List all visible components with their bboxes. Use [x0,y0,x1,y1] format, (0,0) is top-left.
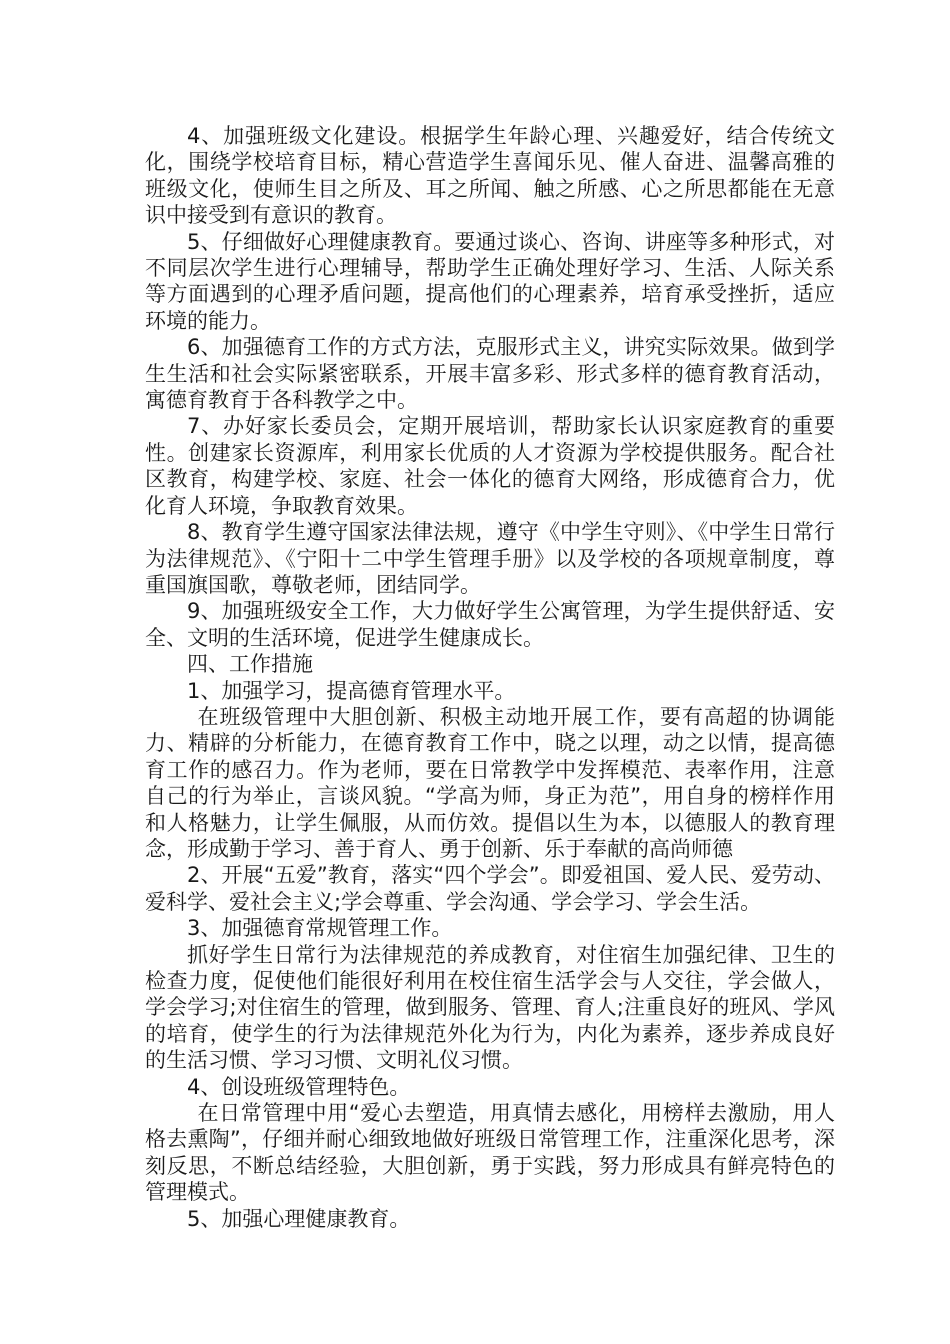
measure-2-paragraph: 2、开展“五爱”教育，落实“四个学会”。即爱祖国、爱人民、爱劳动、爱科学、爱社会主义;学会尊重、学会沟通、学会学习、学会生活。 [145,863,835,914]
measure-3-heading: 3、加强德育常规管理工作。 [187,916,453,941]
measure-3-body: 抓好学生日常行为法律规范的养成教育，对住宿生加强纪律、卫生的检查力度，促使他们能很好利用在校住宿生活学会与人交往，学会做人，学会学习;对住宿生的管理，做到服务、管理、育人;注重良好的班风、学风的培育，使学生的行为法律规范外化为行为，内化为素养，逐步养成良好的生活习惯、学习习惯、文明礼仪习惯。 [145,942,835,1073]
paragraph-item-4-culture: 4、加强班级文化建设。根据学生年龄心理、兴趣爱好，结合传统文化，围绕学校培育目标，精心营造学生喜闻乐见、催人奋进、温馨高雅的班级文化，使师生目之所及、耳之所闻、触之所感、心之所思都能在无意识中接受到有意识的教育。 [145,124,835,228]
measure-1-body: 在班级管理中大胆创新、积极主动地开展工作，要有高超的协调能力、精辟的分析能力，在德育教育工作中，晓之以理，动之以情，提高德育工作的感召力。作为老师，要在日常教学中发挥模范、表率作用，注意自己的行为举止，言谈风貌。“学高为师，身正为范”，用自身的榜样作用和人格魅力，让学生佩服，从而仿效。提倡以生为本，以德服人的教育理念，形成勤于学习、善于育人、勇于创新、乐于奉献的高尚师德 [145,704,835,861]
paragraph-item-7-parents-committee: 7、办好家长委员会，定期开展培训，帮助家长认识家庭教育的重要性。创建家长资源库，利用家长优质的人才资源为学校提供服务。配合社区教育，构建学校、家庭、社会一体化的德育大网络，形成德育合力，优化育人环境，争取教育效果。 [145,414,835,518]
paragraph-item-9-safety: 9、加强班级安全工作，大力做好学生公寓管理，为学生提供舒适、安全、文明的生活环境，促进学生健康成长。 [145,599,835,650]
measure-1-heading: 1、加强学习，提高德育管理水平。 [187,678,516,703]
measure-4-heading: 4、创设班级管理特色。 [187,1074,411,1099]
measure-5-heading: 5、加强心理健康教育。 [187,1206,411,1231]
paragraph-item-6-methods: 6、加强德育工作的方式方法，克服形式主义，讲究实际效果。做到学生生活和社会实际紧密联系，开展丰富多彩、形式多样的德育教育活动，寓德育教育于各科教学之中。 [145,335,835,413]
section-heading-measures: 四、工作措施 [187,652,313,677]
paragraph-item-8-laws: 8、教育学生遵守国家法律法规，遵守《中学生守则》、《中学生日常行为法律规范》、《宁阳十二中学生管理手册》以及学校的各项规章制度，尊重国旗国歌，尊敬老师，团结同学。 [145,520,835,597]
paragraph-item-5-psychology: 5、仔细做好心理健康教育。要通过谈心、咨询、讲座等多种形式，对不同层次学生进行心理辅导，帮助学生正确处理好学习、生活、人际关系等方面遇到的心理矛盾问题，提高他们的心理素养，培育承受挫折，适应环境的能力。 [145,229,835,333]
measure-4-body: 在日常管理中用“爱心去塑造，用真情去感化，用榜样去激励，用人格去熏陶”，仔细并耐心细致地做好班级日常管理工作，注重深化思考，深刻反思，不断总结经验，大胆创新，勇于实践，努力形成具有鲜亮特色的管理模式。 [145,1101,835,1205]
document-body [145,123,835,1232]
